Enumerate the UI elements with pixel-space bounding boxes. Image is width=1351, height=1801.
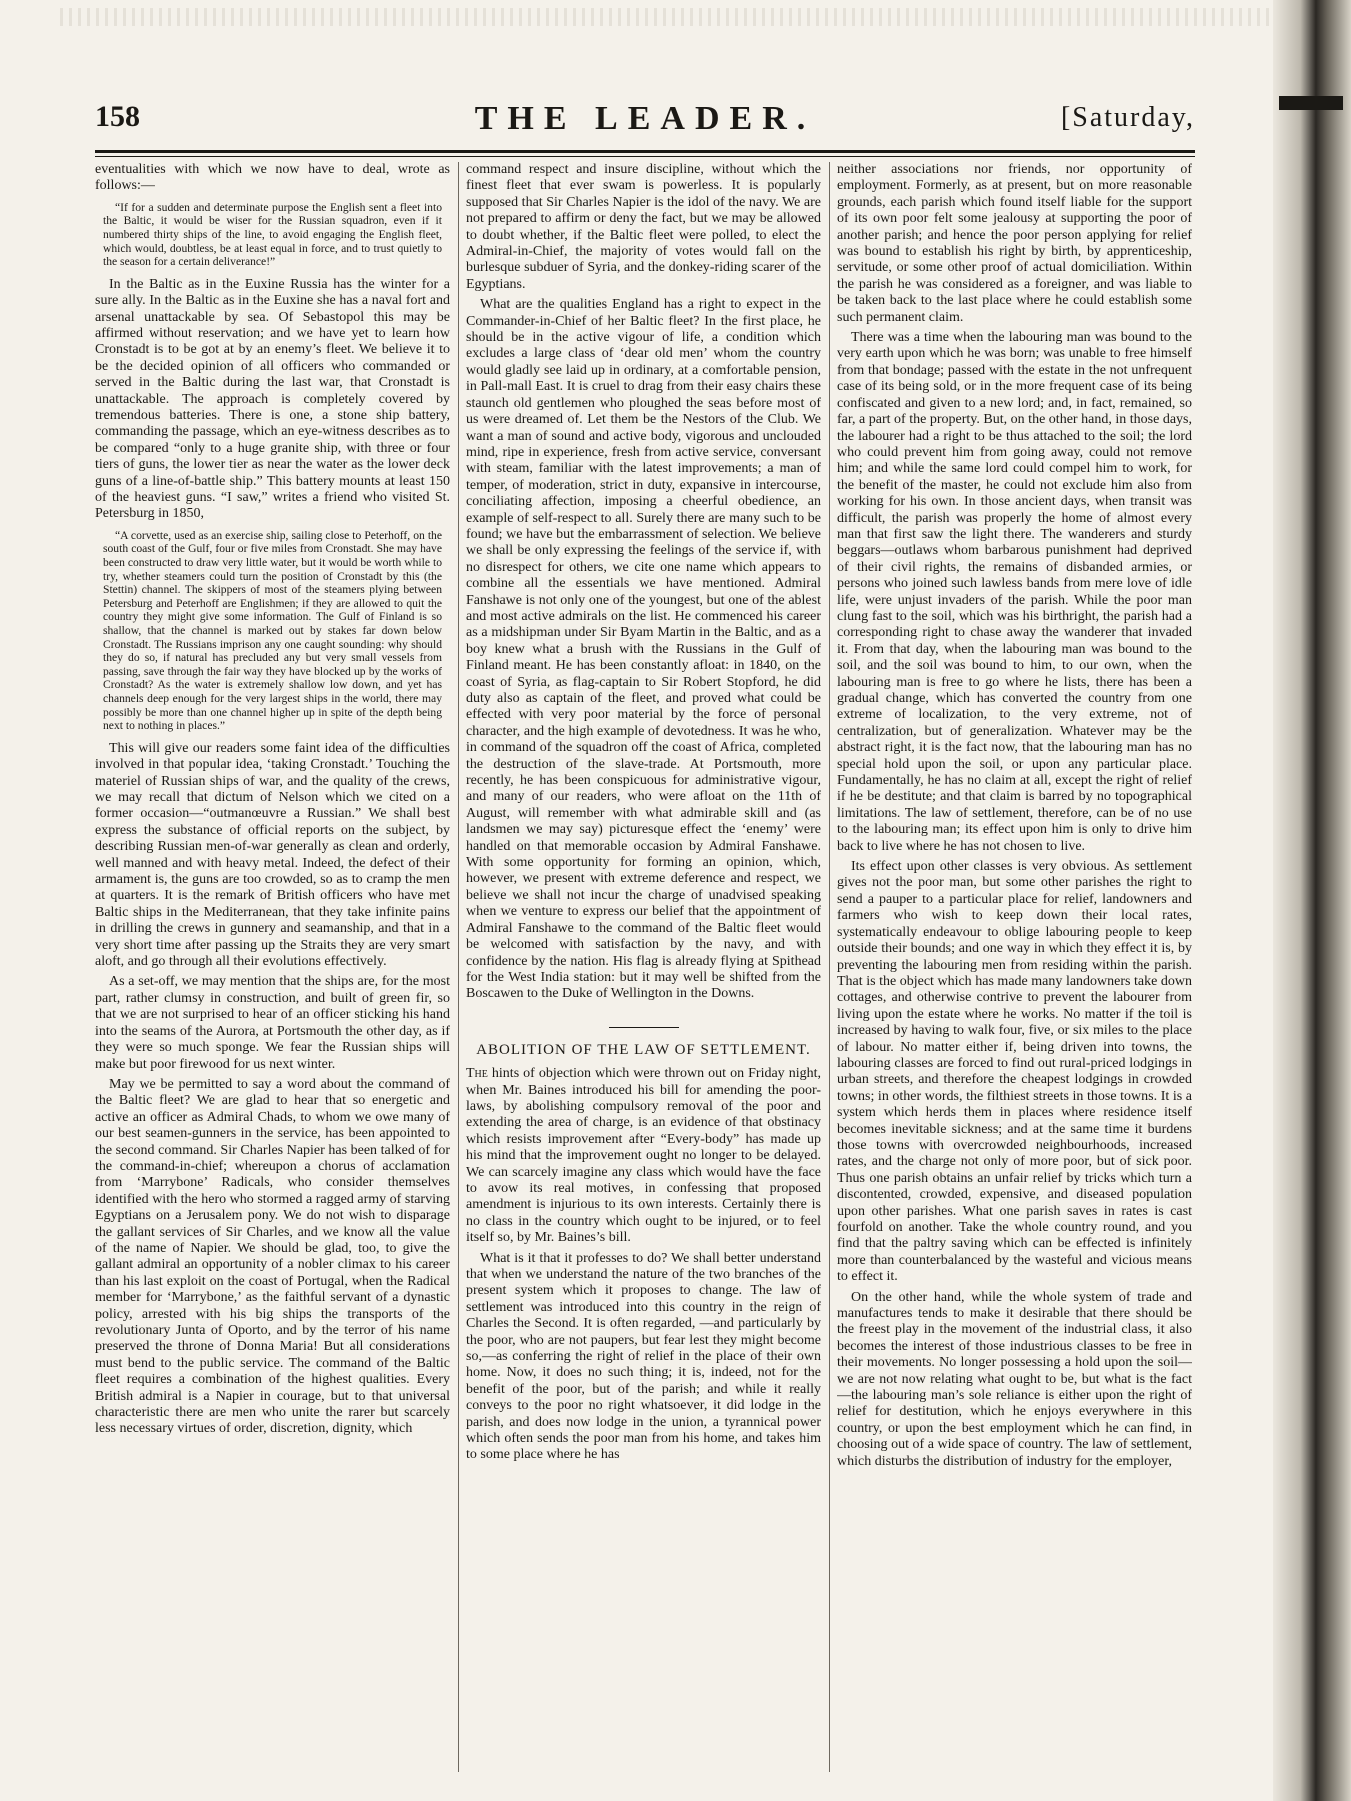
masthead	[95, 100, 1195, 144]
column-divider	[829, 162, 830, 1772]
article-heading: ABOLITION OF THE LAW OF SETTLEMENT.	[476, 1041, 811, 1058]
lead-word: The	[466, 1066, 488, 1082]
issue-day: [Saturday,	[1060, 102, 1195, 133]
column-3	[837, 162, 1192, 1772]
paragraph: What is it that it professes to do? We shall better understand that when we understand the nature of the two branches of the present system which it proposes to change. The law of settlement was introduced into this country in the reign of Charles the Second. It is often regarded, —and particularly by the poor, who are not paupers, but fear lest they might become so,—as conferring the right of relief in the place of their own home. Now, it does no such thing; it is, indeed, not for the benefit of the poor, but of the parish; and while it really conveys to the poor no right whatsoever, it did lodge in the parish, and does now lodge in the union, a tyrannical power which often sends the poor man from his home, and takes him to some place where he has	[466, 1250, 821, 1463]
paragraph: command respect and insure discipline, without which the finest fleet that ever swam is powerless. It is popularly supposed that Sir Charles Napier is the idol of the navy. We are not prepared to affirm or deny the fact, but we may be allowed to doubt whether, if the Baltic fleet were polled, to elect the Admiral-in-Chief, the majority of votes would fall on the burlesque subduer of Syria, and the donkey-riding scarer of the Egyptians.	[466, 162, 821, 292]
paragraph-text: hints of objection which were thrown out on Friday night, when Mr. Baines introduced his bill for amending the poor-laws, by abolishing compulsory removal of the poor and extending the area of charge, is an evidence of that obstinacy which resists improvement after “Every-body” has made up his mind that the improvement ought no longer to be delayed. We can scarcely imagine any class which would have the face to avow its real motives, in confessing that proposed amendment is injurious to its own interests. Certainly there is no class in the country which ought to be injured, or to feel itself so, by Mr. Baines’s bill.	[466, 1066, 821, 1246]
masthead-rule-thin	[95, 156, 1195, 157]
paragraph: Its effect upon other classes is very obvious. As settlement gives not the poor man, but some other parishes the right to send a pauper to a particular place for relief, landowners and farmers who wish to keep down their local rates, systematically endeavour to oblige labouring people to keep outside their bounds; and one way in which they effect it is, by preventing the labouring men from residing within the parish. That is the object which has made many landowners take down cottages, and otherwise contrive to prevent the labourer from living upon the estate where he works. No matter if the toil is increased by having to walk four, five, or six miles to the place of labour. No matter either if, being driven into towns, the labouring classes are forced to find out rural-priced lodgings in urban streets, and therefore the cheapest lodgings in crowded towns; in other words, the filthiest streets in those towns. It is a system which herds them in places where residence itself becomes inevitable sickness; and at the same time it burdens those towns with overcrowded neighbourhoods, increased rates, and the charge not only of more poor, but of sick poor. Thus one parish obtains an unfair relief by tricks which turn a discontented, crowded, expensive, and diseased population upon other parishes. What one parish saves in rates is cast fourfold on another. Take the whole country round, and you find that the paltry saving which can be effected is infinitely more than counterbalanced by the wasteful and vicious means to effect it.	[837, 859, 1192, 1285]
spine-band	[1279, 96, 1343, 110]
paragraph: neither associations nor friends, nor opportunity of employment. Formerly, as at present, but on more reasonable grounds, each parish which found itself liable for the support of its own poor felt some jealousy at supporting the poor of another parish; and hence the poor person applying for relief was bound to establish his right by birth, by apprenticeship, servitude, or some other proof of actual domiciliation. Within the parish he was considered as a foreigner, and was liable to be taken back to the last place where he could establish some such permanent claim.	[837, 162, 1192, 325]
block-quote: “A corvette, used as an exercise ship, sailing close to Peterhoff, on the south coast of the Gulf, four or five miles from Cronstadt. She may have been constructed to draw very little water, but it would be worth while to try, whether steamers could turn the position of Cronstadt by this (the Stettin) channel. The skippers of most of the steamers plying between Petersburg and Peterhoff are Englishmen; if they are allowed to quit the country they might give some information. The Gulf of Finland is so shallow, that the channel is marked out by stakes far down below Cronstadt. The Russians imprison any one caught sounding: why should they do so, if natural has precluded any but very small vessels from passing, save through the fair way they have blocked up by the works of Cronstadt? As the water is extremely shallow low down, and yet has channels deep enough for the very largest ships in the world, there may possibly be more than one channel higher up in spite of the depth being next to nothing in places.”	[103, 528, 442, 733]
book-spine	[1273, 0, 1351, 1801]
paragraph: As a set-off, we may mention that the ships are, for the most part, rather clumsy in construction, and built of green fir, so that we are not surprised to hear of an officer sticking his hand into the seams of the Aurora, at Portsmouth the other day, as if they were so much sponge. We fear the Russian ships will make but poor firewood for us next winter.	[95, 974, 450, 1072]
publication-title: THE LEADER.	[474, 100, 816, 137]
paragraph: There was a time when the labouring man was bound to the very earth upon which he was born; was unable to free himself from that bondage; passed with the estate in the not unfrequent case of its being sold, or in the more frequent case of its being confiscated and given to a new lord; and, in fact, remained, so far, a part of the property. But, on the other hand, in those days, the labourer had a right to be thus attached to the soil; the lord who could prevent him from going away, could not remove him; and while the same lord could compel him to work, for the benefit of the master, he could not exclude him also from working for his own. In those ancient days, when transit was difficult, the parish was properly the home of almost every man that first saw the light there. The wanderers and sturdy beggars—outlaws whom barbarous punishment had deprived of their civil rights, the remains of disbanded armies, or persons who joined such lawless bands from mere love of idle life, were unjust invaders of the parish. While the poor man clung fast to the soil, which was his birthright, the parish had a corresponding right to chase away the wanderer that invaded it. From that day, when the labouring man was bound to the soil, and the soil was bound to him, to our own, when the labouring man is free to go where he lists, there has been a gradual change, which has converted the country from one extreme of localization, to the very extreme, not of centralization, but of generalization. Whatever may be the abstract right, it is the fact now, that the labouring man has no special hold upon the soil, or upon any particular place. Fundamentally, he has no claim at all, except the right of relief if he be destitute; and that claim is barred by no topographical limitations. The law of settlement, therefore, can be of no use to the labouring man; its effect upon him is only to drive him back to live where he has not chosen to live.	[837, 330, 1192, 854]
masthead-rule	[95, 150, 1195, 153]
column-1	[95, 162, 450, 1772]
paragraph: In the Baltic as in the Euxine Russia has the winter for a sure ally. In the Baltic as in the Euxine she has a naval fort and arsenal unattackable by sea. Of Sebastopol this may be affirmed without reservation; and we have yet to learn how Cronstadt is to be got at by an enemy’s fleet. We believe it to be the decided opinion of all officers who commanded or served in the Baltic during the last war, that Cronstadt is unattackable. The approach is completely covered by tremendous batteries. There is one, a stone ship battery, commanding the passage, which an eye-witness describes as to be compared “only to a huge granite ship, with three or four tiers of guns, the lower tier as near the water as the lower deck guns of a line-of-battle ship.” This battery mounts at least 150 of the heaviest guns. “I saw,” writes a friend who visited St. Petersburg in 1850,	[95, 276, 450, 522]
paragraph: What are the qualities England has a right to expect in the Commander-in-Chief of her Baltic fleet? In the first place, he should be in the active vigour of life, a condition which excludes a large class of ‘dear old men’ whom the country would gladly see laid up in ordinary, at a comfortable pension, in Pall-mall East. It is cruel to drag from their easy chairs these staunch old gentlemen who ploughed the seas before most of us were dreamed of. Let them be the Nestors of the Club. We want a man of sound and active body, vigorous and unclouded mind, ripe in experience, fresh from active service, conversant with steam, familiar with the latest improvements; a man of temper, of moderation, strict in duty, expansive in intercourse, conciliating affection, imposing a cheerful obedience, an example of self-respect to all. Surely there are many such to be found; we have but the embarrassment of selection. We believe we shall be only expressing the feelings of the service if, with no disrespect for others, we cite one name which appears to combine all the essentials we have mentioned. Admiral Fanshawe is not only one of the youngest, but one of the ablest and most active admirals on the list. He commenced his career as a midshipman under Sir Byam Martin in the Baltic, and as a boy knew what a brush with the Russians in the Gulf of Finland meant. He has been constantly afloat: in 1840, on the coast of Syria, as flag-captain to Sir Robert Stopford, he did duty also as captain of the fleet, and proved what could be effected with very poor material by the force of personal character, and the high example of devotedness. It was he who, in command of the squadron off the coast of Africa, completed the destruction of the slave-trade. At Portsmouth, more recently, he has been conspicuous for administrative vigour, and many of our readers, who were afloat on the 11th of August, will remember with what admirable skill and (as landsmen we may say) picturesque effect the ‘enemy’ were handled on that memorable occasion by Admiral Fanshawe. With some opportunity for forming an opinion, which, however, we present with extreme deference and respect, we believe we shall not incur the charge of unadvised speaking when we venture to express our belief that the appointment of Admiral Fanshawe to the command of the Baltic fleet would be welcomed with satisfaction by the navy, and with confidence by the nation. His flag is already flying at Spithead for the West India station: but it may well be shifted from the Boscawen to the Duke of Wellington in the Downs.	[466, 297, 821, 1002]
paragraph	[466, 1066, 821, 1246]
paragraph: On the other hand, while the whole system of trade and manufactures tends to make it desirable that there should be the freest play in the movement of the industrial class, it also becomes the interest of those industrious classes to be free in their movements. No longer possessing a hold upon the soil—we are not now relating what ought to be, but what is the fact—the labouring man’s sole reliance is either upon the right of relief for destitution, which he enjoys everywhere in this country, or upon the best employment which he can find, in choosing out of a wide space of country. The law of settlement, which disturbs the distribution of industry for the employer,	[837, 1289, 1192, 1469]
article-separator	[609, 1027, 679, 1028]
paragraph: eventualities with which we now have to deal, wrote as follows:—	[95, 162, 450, 194]
paragraph: This will give our readers some faint idea of the difficulties involved in that popular idea, ‘taking Cronstadt.’ Touching the materiel of Russian ships of war, and the quality of the crews, we may recall that dictum of Nelson which we cited on a former occasion—“outmanœuvre a Russian.” We shall best express the substance of official reports on the subject, by describing Russian men-of-war generally as clean and orderly, well manned and with heavy metal. Indeed, the defect of their armament is, the guns are too crowded, so as to cramp the men at quarters. It is the remark of British officers who have met Baltic ships in the Mediterranean, that they take infinite pains in drilling the crews in gunnery and seamanship, and that in a very short time after passing up the Straits they are very smart aloft, and go through all their evolutions effectively.	[95, 740, 450, 970]
column-2	[466, 162, 821, 1772]
column-divider	[458, 162, 459, 1772]
scan-noise	[60, 8, 1291, 26]
page-number: 158	[95, 100, 140, 133]
paragraph: May we be permitted to say a word about the command of the Baltic fleet? We are glad to hear that so energetic and active an officer as Admiral Chads, to whom we owe many of our best seamen-gunners in the service, has been appointed to the second command. Sir Charles Napier has been talked of for the command-in-chief; whereupon a chorus of acclamation from ‘Marrybone’ Radicals, who consider themselves identified with the hero who stormed a ragged army of starving Egyptians on a Jerusalem pony. We do not wish to disparage the gallant services of Sir Charles, and we know all the value of the name of Napier. We should be glad, too, to give the gallant admiral an opportunity of a nobler climax to his career than his last exploit on the coast of Portugal, when the Radical member for ‘Marrybone,’ as the faithful servant of a dynastic policy, arrested with his big ships the transports of the revolutionary Junta of Oporto, and by the terror of his name preserved the throne of Donna Maria! But all considerations must bend to the public service. The command of the Baltic fleet requires a combination of the highest qualities. Every British admiral is a Napier in courage, but to that universal characteristic there are men who unite the rarer but scarcely less necessary virtues of order, discretion, dignity, which	[95, 1076, 450, 1437]
block-quote: “If for a sudden and determinate purpose the English sent a fleet into the Baltic, it would be wiser for the Russian squadron, even if it numbered thirty ships of the line, to avoid engaging the English fleet, which would, doubtless, be at least equal in force, and to trust quietly to the season for a certain deliverance!”	[103, 200, 442, 269]
